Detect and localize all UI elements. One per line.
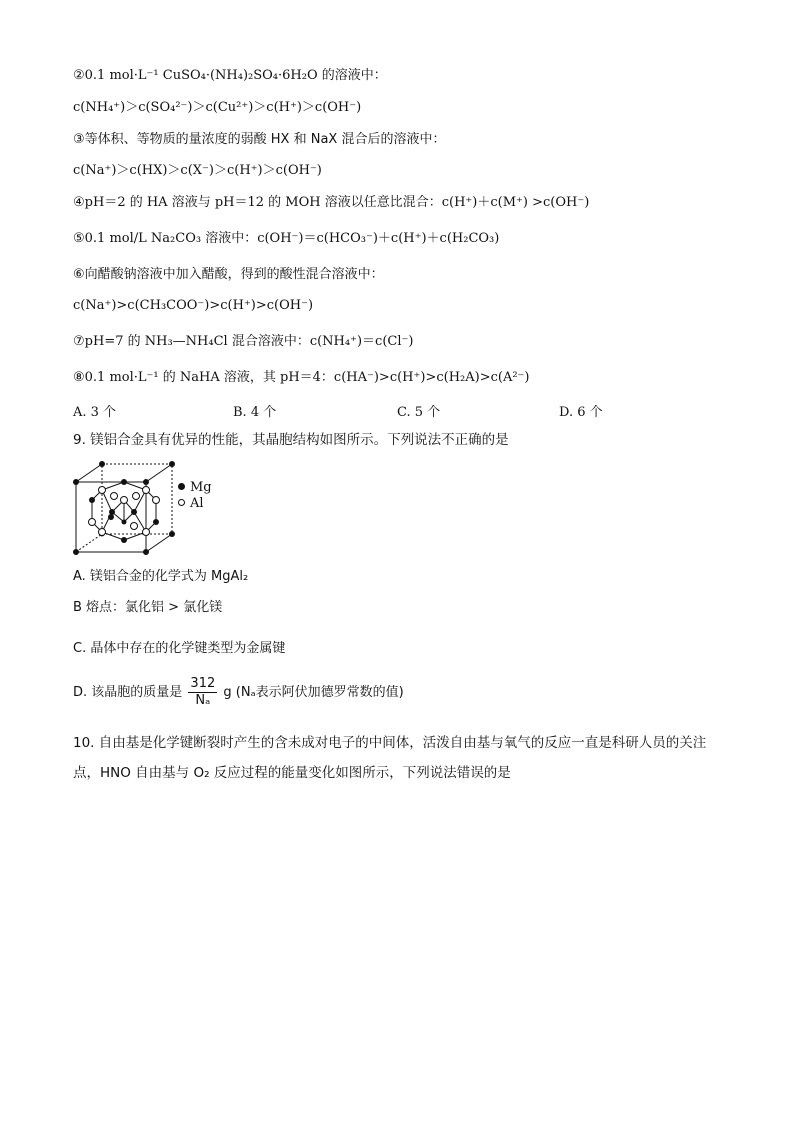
- fraction-numerator: 312: [190, 676, 216, 691]
- item-6-condition: ⑥向醋酸钠溶液中加入醋酸，得到的酸性混合溶液中：: [73, 267, 384, 282]
- legend-mg: Mg: [178, 480, 212, 496]
- fraction-denominator: Nₐ: [195, 693, 211, 708]
- item-3-condition: ③等体积、等物质的量浓度的弱酸 HX 和 NaX 混合后的溶液中：: [73, 132, 446, 147]
- item-7: ⑦pH=7 的 NH₃—NH₄Cl 混合溶液中：c(NH₄⁺)＝c(Cl⁻): [73, 334, 414, 349]
- item-8: ⑧0.1 mol·L⁻¹ 的 NaHA 溶液，其 pH＝4：c(HA⁻)>c(H⁺)>c(H₂A)>c(A²⁻): [73, 370, 530, 385]
- item-5: ⑤0.1 mol/L Na₂CO₃ 溶液中：c(OH⁻)＝c(HCO₃⁻)＋c(H⁺)＋c(H₂CO₃): [73, 231, 500, 246]
- legend-al: Al: [178, 496, 212, 512]
- filled-circle-icon: [178, 483, 185, 490]
- q8-option-b: B. 4 个: [233, 405, 277, 420]
- option-d-prefix: D. 该晶胞的质量是: [73, 685, 183, 700]
- q10-stem: [73, 728, 723, 788]
- q9-option-b: B 熔点：氯化铝 > 氯化镁: [73, 600, 223, 615]
- item-4: ④pH＝2 的 HA 溶液与 pH＝12 的 MOH 溶液以任意比混合：c(H⁺)＋c(M⁺) >c(OH⁻): [73, 195, 590, 210]
- q10-line-2: 点，HNO 自由基与 O₂ 反应过程的能量变化如图所示，下列说法错误的是: [73, 765, 511, 781]
- q8-option-c: C. 5 个: [397, 405, 441, 420]
- item-6-relation: c(Na⁺)>c(CH₃COO⁻)>c(H⁺)>c(OH⁻): [73, 298, 314, 313]
- item-3-relation: c(Na⁺)＞c(HX)＞c(X⁻)＞c(H⁺)＞c(OH⁻): [73, 163, 322, 178]
- item-2-relation: c(NH₄⁺)＞c(SO₄²⁻)＞c(Cu²⁺)＞c(H⁺)＞c(OH⁻): [73, 100, 362, 115]
- q9-option-d: [73, 676, 404, 710]
- hollow-circle-icon: [178, 499, 185, 506]
- option-d-suffix: g (Nₐ表示阿伏加德罗常数的值): [223, 685, 404, 700]
- q8-option-d: D. 6 个: [559, 405, 603, 420]
- q9-option-c: C. 晶体中存在的化学键类型为金属键: [73, 641, 286, 656]
- q10-line-1: 10. 自由基是化学键断裂时产生的含未成对电子的中间体，活泼自由基与氧气的反应一直是科研人员的关注: [73, 735, 707, 751]
- q9-option-a: A. 镁铝合金的化学式为 MgAl₂: [73, 569, 249, 584]
- q8-option-a: A. 3 个: [73, 405, 117, 420]
- crystal-legend: [178, 480, 212, 512]
- item-2-condition: ②0.1 mol·L⁻¹ CuSO₄·(NH₄)₂SO₄·6H₂O 的溶液中：: [73, 68, 387, 83]
- q9-stem: 9. 镁铝合金具有优异的性能，其晶胞结构如图所示。下列说法不正确的是: [73, 432, 509, 448]
- mass-fraction: [188, 676, 217, 709]
